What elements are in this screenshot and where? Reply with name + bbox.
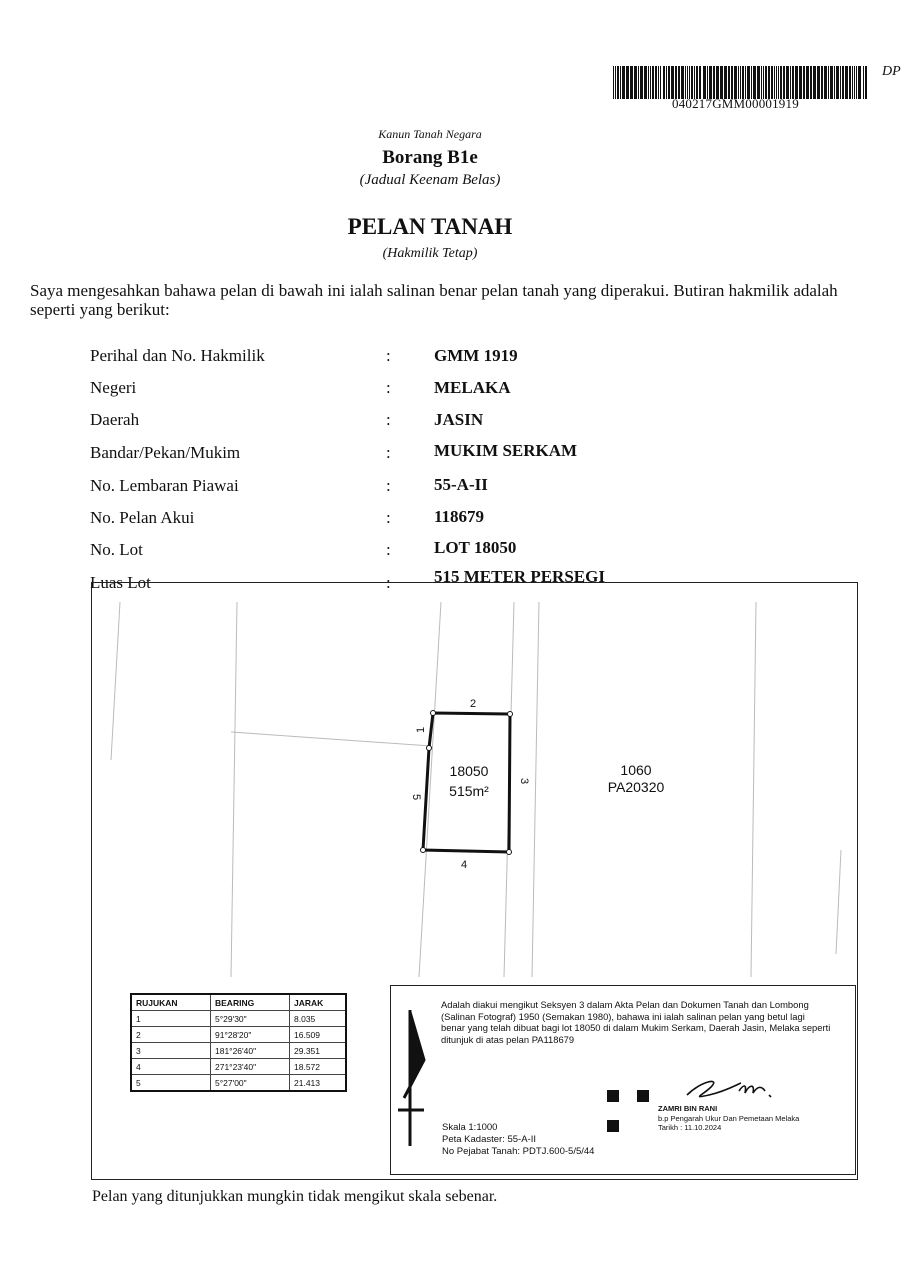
reference-cell: 2 [131,1027,211,1043]
column-header: RUJUKAN [131,994,211,1011]
detail-value: MELAKA [434,378,511,397]
signatory-title: b.p Pengarah Ukur Dan Pemetaan Melaka [658,1114,800,1123]
detail-value: 515 METER PERSEGI [434,567,605,586]
bearing-table [130,993,347,1092]
station-label-2: 2 [470,698,477,710]
bearing-cell: 5°29'30" [211,1011,290,1027]
distance-cell: 16.509 [290,1027,347,1043]
table-row [131,1043,346,1059]
lot-area: 515m² [449,783,489,799]
detail-label: Negeri [90,378,137,397]
station-label-5: 5 [410,794,422,801]
corner-code: DP [882,64,901,79]
bearing-cell: 5°27'00" [211,1075,290,1092]
neighbour-lot-number: 1060 [620,762,652,778]
detail-value: LOT 18050 [434,538,517,557]
table-row [131,1011,346,1027]
signature [681,1073,776,1103]
detail-value: 118679 [434,507,485,526]
north-arrow-icon [396,1010,432,1146]
station-label-4: 4 [461,859,468,871]
table-row [131,1059,346,1075]
schedule: (Jadual Keenam Belas) [359,172,501,188]
detail-value: GMM 1919 [434,346,518,365]
table-row [131,1075,346,1092]
detail-colon: : [386,346,391,365]
cadastral-map-text: Peta Kadaster: 55-A-II [442,1134,536,1145]
footer-note: Pelan yang ditunjukkan mungkin tidak mengikut skala sebenar. [92,1188,498,1205]
intro-statement: Saya mengesahkan bahawa pelan di bawah ini ialah salinan benar pelan tanah yang diperakui. Butiran hakmilik adalah seperti yang berikut: [30,281,838,319]
detail-value: MUKIM SERKAM [434,441,578,460]
detail-colon: : [386,508,391,527]
distance-cell: 29.351 [290,1043,347,1059]
detail-colon: : [386,443,391,462]
qr-code [607,1090,649,1132]
detail-label: Daerah [90,410,140,429]
reference-cell: 1 [131,1011,211,1027]
signature-date: Tarikh : 11.10.2024 [658,1123,722,1132]
detail-label: Perihal dan No. Hakmilik [90,346,265,365]
detail-value: JASIN [434,410,484,429]
detail-colon: : [386,410,391,429]
barcode-number: 040217GMM00001919 [672,96,799,111]
detail-label: Bandar/Pekan/Mukim [90,443,241,462]
distance-cell: 18.572 [290,1059,347,1075]
detail-label: No. Lembaran Piawai [90,476,239,495]
form-name: Borang B1e [382,147,478,168]
distance-cell: 21.413 [290,1075,347,1092]
scale-text: Skala 1:1000 [442,1122,498,1133]
bearing-cell: 91°28'20" [211,1027,290,1043]
act-name: Kanun Tanah Negara [378,127,482,141]
detail-value: 55-A-II [434,475,488,494]
barcode [613,66,868,99]
detail-colon: : [386,540,391,559]
reference-cell: 3 [131,1043,211,1059]
neighbour-plan-number: PA20320 [607,779,665,795]
station-label-1: 1 [415,726,427,733]
detail-label: Luas Lot [90,573,151,592]
signatory-name: ZAMRI BIN RANI [658,1104,718,1113]
distance-cell: 8.035 [290,1011,347,1027]
page-title: PELAN TANAH [347,214,513,239]
detail-colon: : [386,378,391,397]
column-header: JARAK [290,994,347,1011]
table-row [131,1027,346,1043]
detail-colon: : [386,476,391,495]
reference-cell: 4 [131,1059,211,1075]
lot-number: 18050 [449,763,489,779]
bearing-cell: 271°23'40" [211,1059,290,1075]
certification-statement: Adalah diakui mengikut Seksyen 3 dalam Akta Pelan dan Dokumen Tanah dan Lombong (Salinan Fotograf) 1950 (Semakan 1980), bahawa ini ialah salinan pelan yang betul lagi benar yang telah dibuat bagi lot 18050 di dalam Mukim Serkam, Daerah Jasin, Melaka seperti ditunjuk di atas pelan PA118679 [441,999,831,1045]
tenure-type: (Hakmilik Tetap) [382,246,478,261]
detail-label: No. Pelan Akui [90,508,195,527]
column-header: BEARING [211,994,290,1011]
bearing-cell: 181°26'40" [211,1043,290,1059]
station-label-3: 3 [518,778,530,785]
detail-colon: : [386,573,391,592]
detail-label: No. Lot [90,540,143,559]
reference-cell: 5 [131,1075,211,1092]
land-office-number: No Pejabat Tanah: PDTJ.600-5/5/44 [442,1146,595,1157]
